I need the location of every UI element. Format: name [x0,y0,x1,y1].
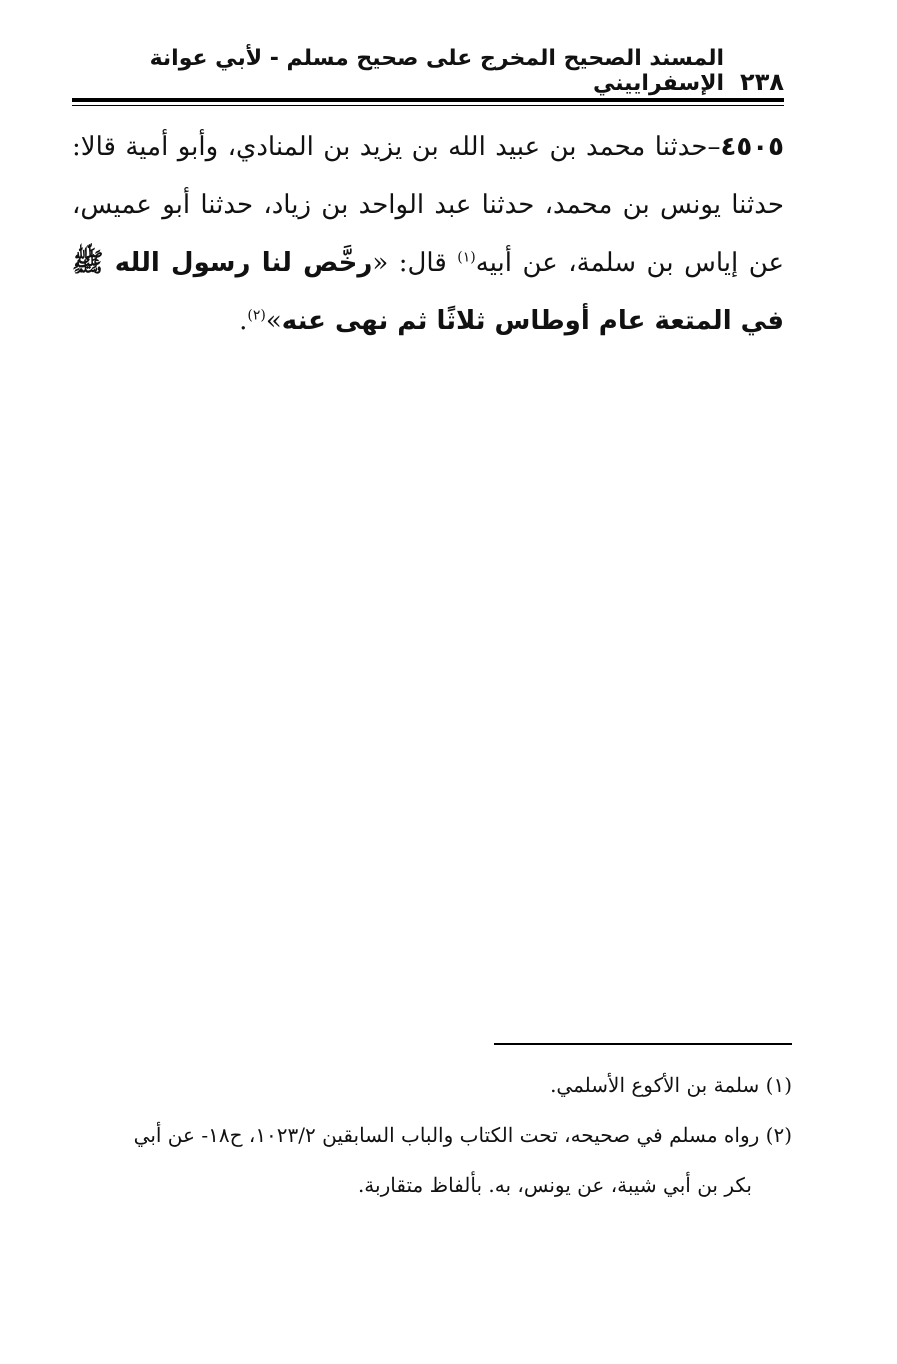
isnad-text: حدثنا محمد بن عبيد الله بن يزيد بن المنادي، وأبو أمية قالا: حدثنا يونس بن محمد، حدثنا عبد الواحد بن زياد، حدثنا أبو عميس، عن إياس بن سلمة، عن أبيه [72,132,785,278]
footnote-ref-2: (٢) [247,307,266,324]
header-rule [72,98,784,102]
footnote-2-line2: بكر بن أبي شيبة، عن يونس، به. بألفاظ متقاربة. [357,1173,752,1197]
sentence-end: . [239,306,248,336]
footnote-separator [494,1043,792,1045]
header-rule-thin [72,105,784,106]
hadith-dash: – [707,132,721,162]
footnote-ref-1: (١) [457,249,476,266]
footnote-2-line1: (٢) رواه مسلم في صحيحه، تحت الكتاب والباب السابقين ١٠٢٣/٢، ح١٨- عن أبي [133,1123,792,1147]
hadith-paragraph [72,118,784,350]
hadith-number: ٤٥٠٥ [720,132,784,162]
isnad-text-2: قال: « [372,248,458,278]
page-number: ٢٣٨ [740,68,784,96]
footnotes [80,1060,792,1210]
close-quote: » [265,306,282,336]
running-header [72,46,784,96]
footnote-1: (١) سلمة بن الأكوع الأسلمي. [550,1073,792,1097]
book-title: المسند الصحيح المخرج على صحيح مسلم - لأبي عوانة الإسفراييني [149,46,725,96]
matn-text: رخَّص لنا رسول الله ﷺ في المتعة عام أوطاس ثلاثًا ثم نهى عنه [72,248,784,336]
